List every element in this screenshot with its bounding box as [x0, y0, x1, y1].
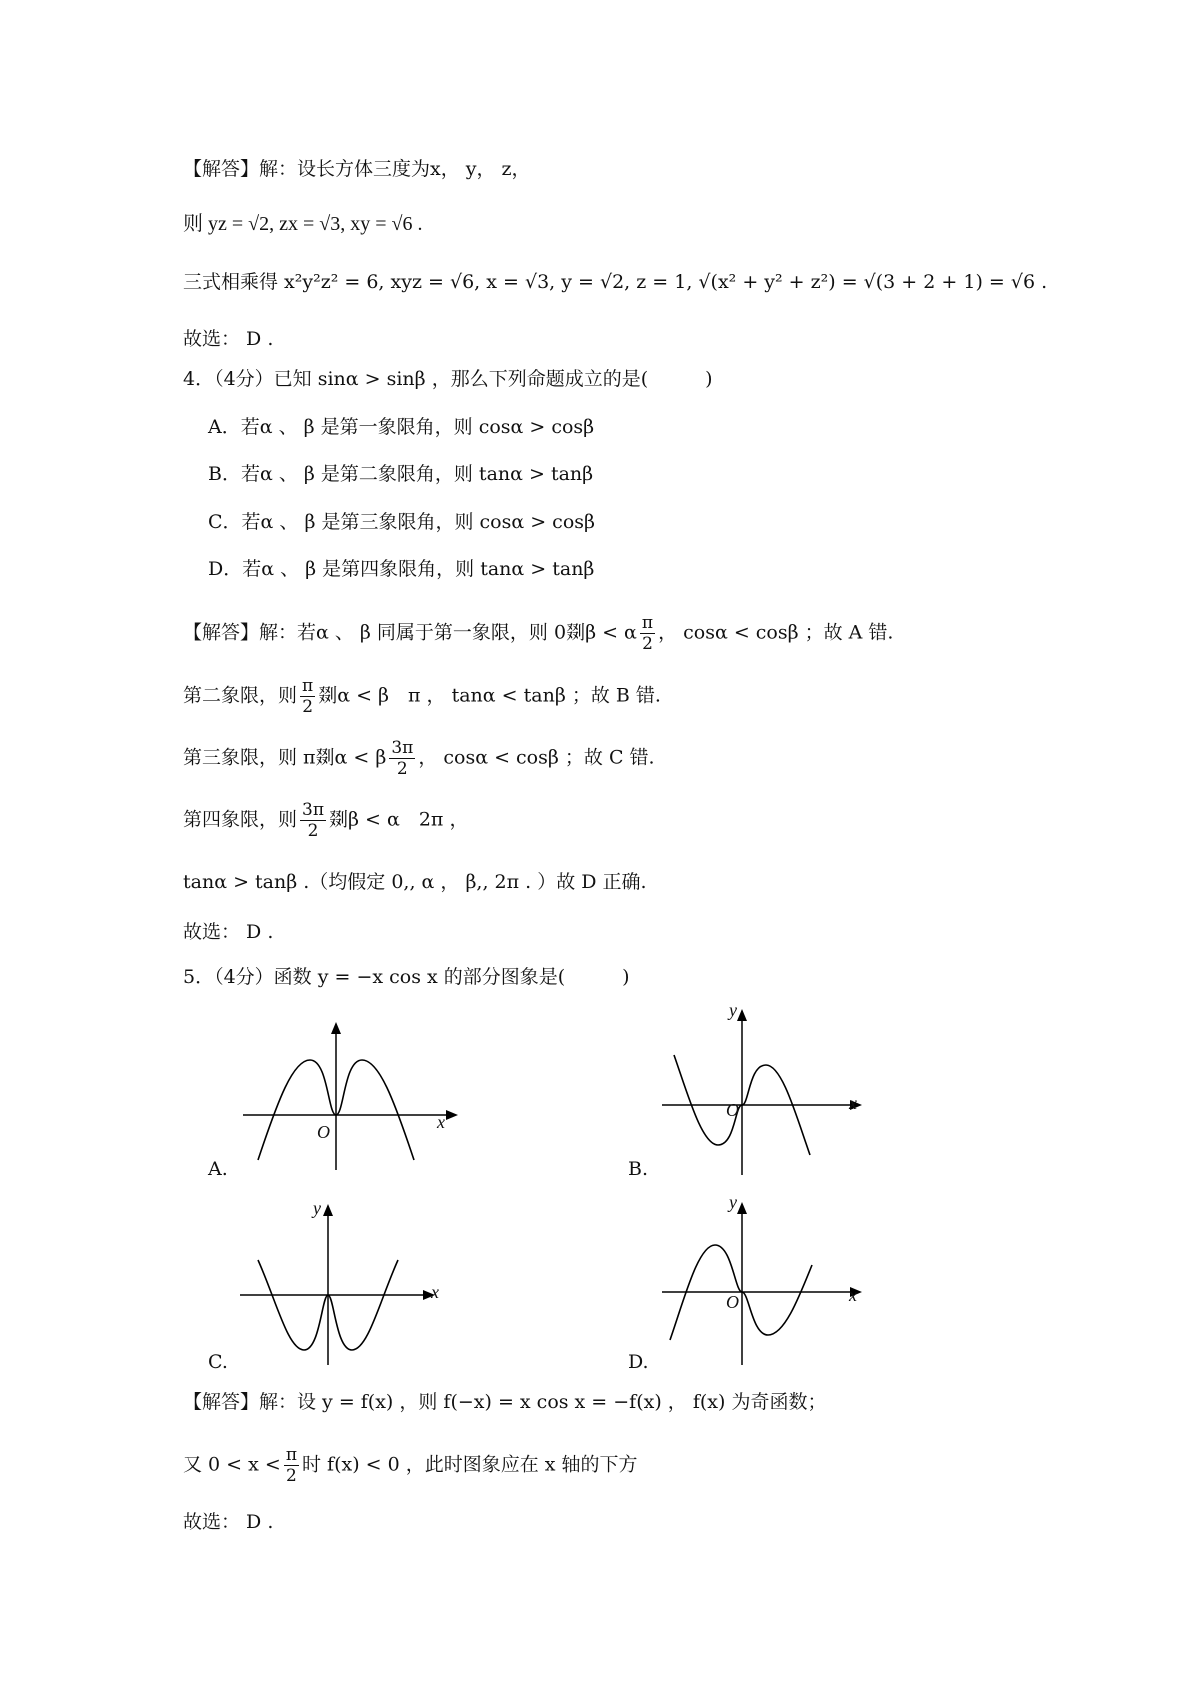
solution-q4-line-2-post: 剟α < β π ， tanα < tanβ ；故 B 错.	[318, 684, 661, 707]
graph-option-b	[660, 1005, 870, 1175]
graph-d-y-label: y	[729, 1192, 737, 1212]
solution-q3-answer: 故选： D .	[183, 328, 274, 350]
solution-q4-answer: 故选： D .	[183, 921, 274, 943]
fraction-numerator: π	[285, 1445, 297, 1465]
solution-q4-line-2	[183, 676, 661, 717]
fraction-denominator: 2	[307, 821, 319, 841]
fraction-pi-over-2	[284, 1445, 299, 1486]
solution-q4-line-3-post: ， cosα < cosβ ；故 C 错.	[418, 746, 655, 769]
solution-q4-line-2-pre: 第二象限，则	[183, 684, 298, 707]
fraction-denominator: 2	[642, 634, 653, 654]
solution-q5-line-2	[183, 1445, 638, 1486]
graph-b-origin-label: O	[726, 1100, 739, 1120]
fraction-pi-over-2	[640, 613, 655, 654]
solution-q4-line-3	[183, 738, 655, 779]
fraction-denominator: 2	[396, 759, 408, 779]
question-4-stem: 4．（4分）已知 sinα > sinβ ，那么下列命题成立的是( )	[183, 368, 713, 390]
solution-q4-line-1-pre: 【解答】解：若α 、 β 同属于第一象限，则 0剟β < α	[183, 621, 637, 644]
solution-q5-answer: 故选： D .	[183, 1511, 274, 1533]
fraction-denominator: 2	[285, 1466, 297, 1486]
fraction-three-pi-over-2	[389, 738, 415, 779]
graph-a-x-label: x	[437, 1112, 445, 1132]
fraction-denominator: 2	[302, 697, 314, 717]
fraction-pi-over-2	[300, 676, 315, 717]
solution-q3-product: 三式相乘得 x²y²z² = 6, xyz = √6, x = √3, y = √2, z = 1, √(x² + y² + z²) = √(3 + 2 + 1) = √6 .	[183, 271, 1048, 293]
graph-option-d	[660, 1200, 870, 1365]
solution-q4-line-3-pre: 第三象限，则 π剟α < β	[183, 746, 387, 769]
solution-q4-line-1	[183, 613, 893, 654]
graph-d-option-label: D.	[628, 1351, 649, 1373]
solution-q5-line-2-post: 时 f(x) < 0 ，此时图象应在 x 轴的下方	[302, 1453, 638, 1476]
solution-q4-line-5: tanα > tanβ .（均假定 0,, α ， β,, 2π . ）故 D 正确.	[183, 871, 647, 893]
question-4-option-d: D．若α 、 β 是第四象限角，则 tanα > tanβ	[208, 558, 595, 580]
fraction-numerator: π	[302, 676, 314, 696]
question-5-stem: 5．（4分）函数 y = −x cos x 的部分图象是( )	[183, 966, 630, 988]
graph-option-a	[238, 1020, 468, 1170]
solution-q5-line-1: 【解答】解：设 y = f(x) ，则 f(−x) = x cos x = −f(x) ， f(x) 为奇函数；	[183, 1391, 827, 1413]
fraction-three-pi-over-2	[300, 800, 326, 841]
solution-q3-equations: 则 yz = √2, zx = √3, xy = √6 .	[183, 213, 423, 235]
graph-option-c	[238, 1200, 448, 1365]
graph-c-x-label: x	[431, 1282, 439, 1302]
solution-q4-line-1-post: ， cosα < cosβ ；故 A 错.	[658, 621, 894, 644]
question-4-option-b: B．若α 、 β 是第二象限角，则 tanα > tanβ	[208, 463, 594, 485]
graph-a-option-label: A.	[208, 1158, 228, 1180]
graph-c-option-label: C.	[208, 1351, 228, 1373]
solution-q4-line-4	[183, 800, 468, 841]
question-4-option-a: A．若α 、 β 是第一象限角，则 cosα > cosβ	[208, 416, 595, 438]
graph-c-y-label: y	[313, 1198, 321, 1218]
solution-q5-line-2-pre: 又 0 < x <	[183, 1453, 281, 1476]
graph-b-x-label: x	[849, 1093, 857, 1113]
graph-a-origin-label: O	[317, 1122, 330, 1142]
fraction-numerator: π	[641, 613, 654, 633]
solution-q4-line-4-pre: 第四象限，则	[183, 808, 298, 831]
graph-b-option-label: B.	[628, 1158, 649, 1180]
graph-d-origin-label: O	[726, 1292, 739, 1312]
fraction-numerator: 3π	[391, 738, 414, 758]
solution-q4-line-4-post: 剟β < α 2π ，	[329, 808, 469, 831]
solution-q3-intro: 【解答】解：设长方体三度为x， y， z，	[183, 158, 531, 180]
graph-b-y-label: y	[729, 1000, 737, 1020]
graph-d-x-label: x	[849, 1285, 857, 1305]
fraction-numerator: 3π	[302, 800, 325, 820]
question-4-option-c: C．若α 、 β 是第三象限角，则 cosα > cosβ	[208, 511, 595, 533]
